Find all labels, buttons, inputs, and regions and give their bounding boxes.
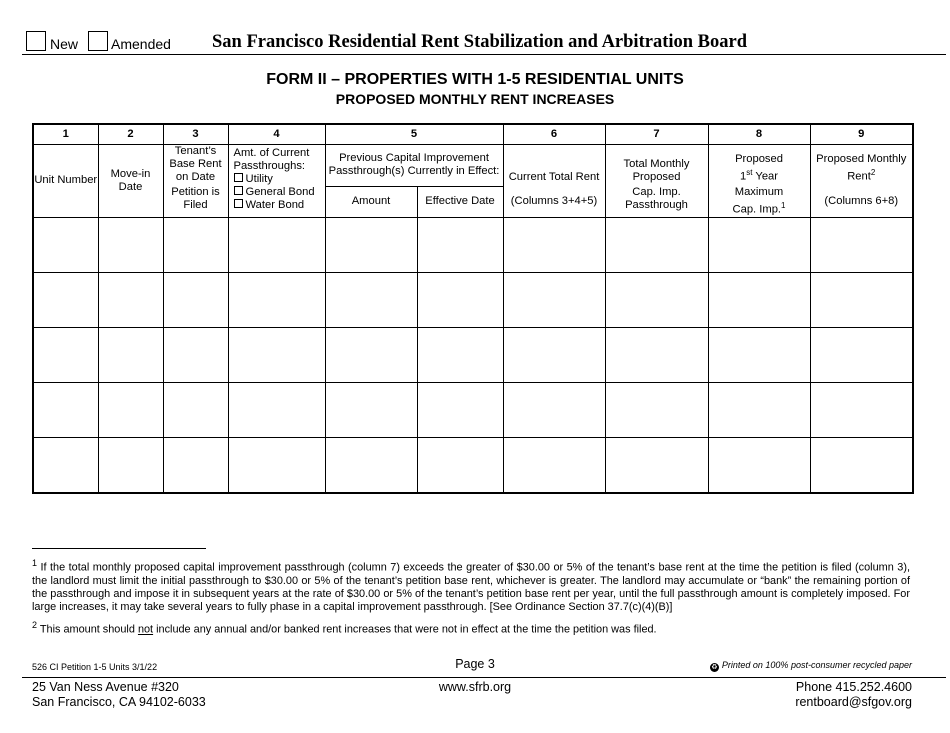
table-cell[interactable] xyxy=(810,382,913,437)
footnote-1-text: If the total monthly proposed capital improvement passthrough (column 7) exceeds the greater of $30.00 or 5% of the tenant’s base rent at the time the petition is filed (column 3), the landlord must limit the initial passthrough to $30.00 or 5% of the tenant’s petition base rent, whichever is greater. The landlord may accumulate or “bank” the remaining portion of the passthrough and impose it in subsequent years at the rate of $30.00 or 5% of the tenant’s petition base rent per year, until the full passthrough amount is completely imposed. For large increases, it may take several years to fully phase in a capital improvement passthrough. [See Ordinance Section 37.7(c)(4)(B)] xyxy=(32,561,910,613)
col4-option-water-bond xyxy=(234,199,325,212)
table-cell[interactable] xyxy=(605,382,708,437)
table-cell[interactable] xyxy=(228,437,325,493)
address-line-2: San Francisco, CA 94102-6033 xyxy=(32,695,206,709)
table-cell[interactable] xyxy=(708,272,810,327)
col4-option-general-bond xyxy=(234,186,325,199)
col4-title: Amt. of Current Passthroughs: xyxy=(233,147,310,172)
col8-sup: 1 xyxy=(781,201,786,210)
column-number: 9 xyxy=(810,124,913,145)
table-cell[interactable] xyxy=(708,327,810,382)
table-cell[interactable] xyxy=(605,272,708,327)
form-title: FORM II – PROPERTIES WITH 1-5 RESIDENTIAL UNITS xyxy=(266,71,684,88)
contact xyxy=(795,680,912,710)
footnote-2-emphasis: not xyxy=(137,623,154,636)
col4-option-label: Utility xyxy=(245,173,273,185)
column-number: 6 xyxy=(503,124,605,145)
table-cell[interactable] xyxy=(33,382,98,437)
board-title: San Francisco Residential Rent Stabilization and Arbitration Board xyxy=(212,32,747,52)
header-divider xyxy=(22,54,946,55)
col4-option-label: Water Bond xyxy=(245,199,305,211)
table-cell[interactable] xyxy=(503,327,605,382)
col9-title: Proposed Monthly Rent xyxy=(816,153,907,183)
column-number: 1 xyxy=(33,124,98,145)
new-checkbox-label: New xyxy=(50,36,79,52)
footnote-divider xyxy=(32,548,206,549)
table-cell[interactable] xyxy=(503,272,605,327)
col9-header-top xyxy=(810,145,913,187)
footnote-2-text: This amount should xyxy=(39,623,138,636)
checkbox-icon xyxy=(234,199,243,208)
table-cell[interactable] xyxy=(33,272,98,327)
col5-sub-date: Effective Date xyxy=(417,186,503,217)
col8-header-top xyxy=(708,145,810,187)
table-cell[interactable] xyxy=(228,327,325,382)
table-cell[interactable] xyxy=(163,382,228,437)
table-cell[interactable] xyxy=(98,217,163,272)
table-cell[interactable] xyxy=(708,437,810,493)
table-cell[interactable] xyxy=(708,217,810,272)
col4-option-utility xyxy=(234,173,325,186)
table-row xyxy=(33,272,913,327)
table-cell[interactable] xyxy=(605,437,708,493)
phone-number: Phone 415.252.4600 xyxy=(795,680,912,694)
page-number: Page 3 xyxy=(455,657,495,671)
table-cell[interactable] xyxy=(163,272,228,327)
table-cell[interactable] xyxy=(810,217,913,272)
rent-increase-table xyxy=(32,123,914,494)
table-row xyxy=(33,437,913,493)
new-checkbox[interactable] xyxy=(26,31,46,51)
table-cell[interactable] xyxy=(163,437,228,493)
footnote-2-text-end: include any annual and/or banked rent increases that were not in effect at the time the petition was filed. xyxy=(153,623,657,636)
col4-option-label: General Bond xyxy=(245,186,315,198)
col5-sub-amount: Amount xyxy=(325,186,417,217)
email-link[interactable]: rentboard@sfgov.org xyxy=(795,695,912,709)
column-number: 2 xyxy=(98,124,163,145)
table-cell[interactable] xyxy=(503,217,605,272)
table-row xyxy=(33,217,913,272)
checkbox-icon xyxy=(234,173,243,182)
col8-line4-wrap xyxy=(709,199,810,217)
table-row xyxy=(33,382,913,437)
col8-line2-num: 1 xyxy=(740,171,747,183)
amended-checkbox[interactable] xyxy=(88,31,108,51)
column-number: 7 xyxy=(605,124,708,145)
table-cell[interactable] xyxy=(417,327,503,382)
table-cell[interactable] xyxy=(417,437,503,493)
table-cell[interactable] xyxy=(503,382,605,437)
table-cell[interactable] xyxy=(98,382,163,437)
form-subtitle: PROPOSED MONTHLY RENT INCREASES xyxy=(335,91,615,107)
table-cell[interactable] xyxy=(98,272,163,327)
col8-header-bottom xyxy=(708,186,810,217)
column-number: 3 xyxy=(163,124,228,145)
col8-line2 xyxy=(709,166,810,184)
table-cell[interactable] xyxy=(605,327,708,382)
footnote-2 xyxy=(32,619,910,637)
amended-checkbox-label: Amended xyxy=(111,36,171,52)
address-line-1: 25 Van Ness Avenue #320 xyxy=(32,680,179,694)
table-cell[interactable] xyxy=(325,217,417,272)
table-cell[interactable] xyxy=(228,382,325,437)
table-cell[interactable] xyxy=(33,437,98,493)
col1-header: Unit Number xyxy=(33,145,98,218)
col3-header-bottom: Petition is Filed xyxy=(163,186,228,217)
table-cell[interactable] xyxy=(417,382,503,437)
table-cell[interactable] xyxy=(605,217,708,272)
column-number: 8 xyxy=(708,124,810,145)
column-number: 5 xyxy=(325,124,503,145)
col8-line3: Maximum xyxy=(734,186,784,198)
footer-divider xyxy=(22,677,946,678)
table-cell[interactable] xyxy=(325,437,417,493)
col2-header: Move-in Date xyxy=(98,145,163,218)
table-cell[interactable] xyxy=(33,327,98,382)
col4-header-options xyxy=(228,186,325,217)
table-cell[interactable] xyxy=(417,272,503,327)
col7-header-top: Total Monthly Proposed xyxy=(605,145,708,187)
recycle-icon: ♻ xyxy=(711,664,718,671)
col9-header-bottom: (Columns 6+8) xyxy=(810,186,913,217)
recycled-note xyxy=(710,660,912,672)
col6-header-top: Current Total Rent xyxy=(503,145,605,187)
col8-line4: Cap. Imp. xyxy=(732,203,782,216)
recycled-text: Printed on 100% post-consumer recycled paper xyxy=(721,660,912,670)
table-cell[interactable] xyxy=(325,272,417,327)
table-cell[interactable] xyxy=(810,272,913,327)
col8-line1: Proposed xyxy=(735,153,783,166)
footnote-1 xyxy=(32,557,910,614)
table-cell[interactable] xyxy=(708,382,810,437)
table-cell[interactable] xyxy=(810,437,913,493)
column-number: 4 xyxy=(228,124,325,145)
header-row-2 xyxy=(33,186,913,217)
footnote-1-marker: 1 xyxy=(32,558,38,568)
table-cell[interactable] xyxy=(417,217,503,272)
table-cell[interactable] xyxy=(163,327,228,382)
table-cell[interactable] xyxy=(503,437,605,493)
table-cell[interactable] xyxy=(325,327,417,382)
table-cell[interactable] xyxy=(810,327,913,382)
footnote-2-marker: 2 xyxy=(32,620,38,630)
header-row xyxy=(33,145,913,187)
col6-header-bottom: (Columns 3+4+5) xyxy=(503,186,605,217)
col8-line2-rest: Year xyxy=(752,171,778,183)
table-cell[interactable] xyxy=(228,272,325,327)
website-link[interactable]: www.sfrb.org xyxy=(438,680,512,694)
col7-header-bottom: Cap. Imp. Passthrough xyxy=(605,186,708,217)
table-cell[interactable] xyxy=(33,217,98,272)
checkbox-icon xyxy=(234,186,243,195)
column-number-row xyxy=(33,124,913,145)
col5-header: Previous Capital Improvement Passthrough(s) Currently in Effect: xyxy=(325,145,503,187)
col3-header-top: Tenant’s Base Rent on Date xyxy=(163,145,228,187)
col9-sup: 2 xyxy=(870,168,876,178)
form-code: 526 CI Petition 1-5 Units 3/1/22 xyxy=(32,662,158,672)
table-cell[interactable] xyxy=(228,217,325,272)
col4-header xyxy=(228,145,325,187)
table-cell[interactable] xyxy=(163,217,228,272)
table-row xyxy=(33,327,913,382)
col8-line2-sup: st xyxy=(746,168,753,178)
table-cell[interactable] xyxy=(98,327,163,382)
table-cell[interactable] xyxy=(325,382,417,437)
table-cell[interactable] xyxy=(98,437,163,493)
